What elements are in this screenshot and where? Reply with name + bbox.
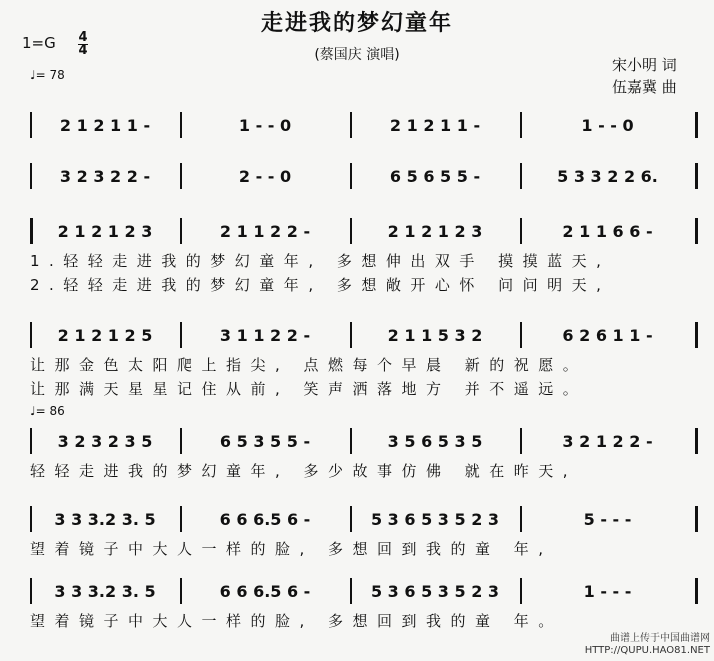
footer-line-2: HTTP://QUPU.HAO81.NET xyxy=(584,645,710,656)
measure: 2 1 2 1 2 3 xyxy=(387,221,483,241)
bar-line xyxy=(350,112,352,138)
measure: 5 3 3 2 2 6. xyxy=(557,166,658,186)
bar-line xyxy=(695,218,698,244)
bar-line xyxy=(30,578,32,604)
composer-credit: 伍嘉冀 曲 xyxy=(612,78,677,96)
measure: 5 - - - xyxy=(583,509,632,529)
lyric-line: 望着镜子中大人一样的脸, 多想回到我的童 年, xyxy=(30,540,553,558)
song-title: 走进我的梦幻童年 xyxy=(260,11,453,36)
measure: 1 - - 0 xyxy=(581,115,634,135)
bar-line xyxy=(180,112,182,138)
bar-line xyxy=(30,112,32,138)
measure: 6 2 6 1 1 - xyxy=(562,325,653,345)
bar-line xyxy=(695,112,698,138)
measure: 3 2 1 2 2 - xyxy=(562,431,653,451)
measure: 2 1 1 6 6 - xyxy=(562,221,653,241)
bar-line xyxy=(30,428,32,454)
verse-row-2 xyxy=(30,322,700,348)
bar-line xyxy=(30,506,32,532)
bar-line xyxy=(180,322,182,348)
measure: 2 1 2 1 2 3 xyxy=(57,221,153,241)
bar-line xyxy=(180,163,182,189)
bar-line xyxy=(30,163,32,189)
measure: 3 3 3.2 3. 5 xyxy=(54,509,156,529)
lyricist-credit: 宋小明 词 xyxy=(612,56,677,74)
bar-line xyxy=(350,322,352,348)
verse-row-5 xyxy=(30,578,700,604)
bar-line xyxy=(180,218,182,244)
bar-line xyxy=(350,506,352,532)
measure: 3 2 3 2 3 5 xyxy=(57,431,153,451)
bar-line xyxy=(350,218,352,244)
verse-row-4 xyxy=(30,506,700,532)
measure: 3 1 1 2 2 - xyxy=(219,325,311,345)
measure: 2 1 1 5 3 2 xyxy=(387,325,483,345)
lyric-line: 让那满天星星记住从前, 笑声洒落地方 并不遥远。 xyxy=(30,380,588,398)
measure: 3 5 6 5 3 5 xyxy=(387,431,483,451)
measure: 6 5 3 5 5 - xyxy=(219,431,311,451)
bar-line xyxy=(30,218,33,244)
intro-row-2 xyxy=(30,163,700,189)
tempo-marking-2: ♩= 86 xyxy=(30,404,65,418)
bar-line xyxy=(695,578,698,604)
measure: 3 3 3.2 3. 5 xyxy=(54,581,156,601)
verse-row-1 xyxy=(30,218,700,244)
measure: 6 5 6 5 5 - xyxy=(389,166,481,186)
measure: 3 2 3 2 2 - xyxy=(59,166,151,186)
bar-line xyxy=(520,218,522,244)
bar-line xyxy=(520,322,522,348)
bar-line xyxy=(520,506,522,532)
tempo-marking: ♩= 78 xyxy=(30,68,65,82)
bar-line xyxy=(30,322,32,348)
footer-line-1: 曲谱上传于中国曲谱网 xyxy=(610,633,710,644)
footer-watermark xyxy=(585,633,710,657)
measure: 2 1 2 1 1 - xyxy=(389,115,481,135)
key-signature: 1=G xyxy=(22,34,56,52)
bar-line xyxy=(180,428,182,454)
time-signature-top: 4 xyxy=(78,30,88,45)
bar-line xyxy=(695,506,698,532)
lyric-line: 2.轻轻走进我的梦幻童年, 多想敞开心怀 问问明天, xyxy=(30,276,611,294)
measure: 2 1 2 1 1 - xyxy=(59,115,151,135)
measure: 1 - - - xyxy=(583,581,632,601)
bar-line xyxy=(350,428,352,454)
measure: 1 - - 0 xyxy=(238,115,292,135)
measure: 2 1 1 2 2 - xyxy=(219,221,311,241)
measure: 5 3 6 5 3 5 2 3 xyxy=(370,509,500,529)
measure: 6 6 6.5 6 - xyxy=(219,581,311,601)
lyric-line: 轻轻走进我的梦幻童年, 多少故事仿佛 就在昨天, xyxy=(30,462,578,480)
measure: 6 6 6.5 6 - xyxy=(219,509,311,529)
bar-line xyxy=(695,163,698,189)
intro-row-1 xyxy=(30,112,700,138)
measure: 5 3 6 5 3 5 2 3 xyxy=(370,581,500,601)
bar-line xyxy=(695,428,698,454)
bar-line xyxy=(520,163,522,189)
bar-line xyxy=(520,578,522,604)
lyric-line: 让那金色太阳爬上指尖, 点燃每个早晨 新的祝愿。 xyxy=(30,356,588,374)
lyric-line: 望着镜子中大人一样的脸, 多想回到我的童 年。 xyxy=(30,612,563,630)
bar-line xyxy=(350,578,352,604)
time-signature-bottom: 4 xyxy=(78,43,88,58)
measure: 2 1 2 1 2 5 xyxy=(57,325,153,345)
verse-row-3 xyxy=(30,428,700,454)
bar-line xyxy=(695,322,698,348)
bar-line xyxy=(180,578,182,604)
bar-line xyxy=(350,163,352,189)
bar-line xyxy=(520,428,522,454)
time-signature xyxy=(78,32,88,57)
performer-credit: (蔡国庆 演唱) xyxy=(314,47,400,63)
bar-line xyxy=(520,112,522,138)
lyric-line: 1.轻轻走进我的梦幻童年, 多想伸出双手 摸摸蓝天, xyxy=(30,252,611,270)
measure: 2 - - 0 xyxy=(238,166,292,186)
bar-line xyxy=(180,506,182,532)
